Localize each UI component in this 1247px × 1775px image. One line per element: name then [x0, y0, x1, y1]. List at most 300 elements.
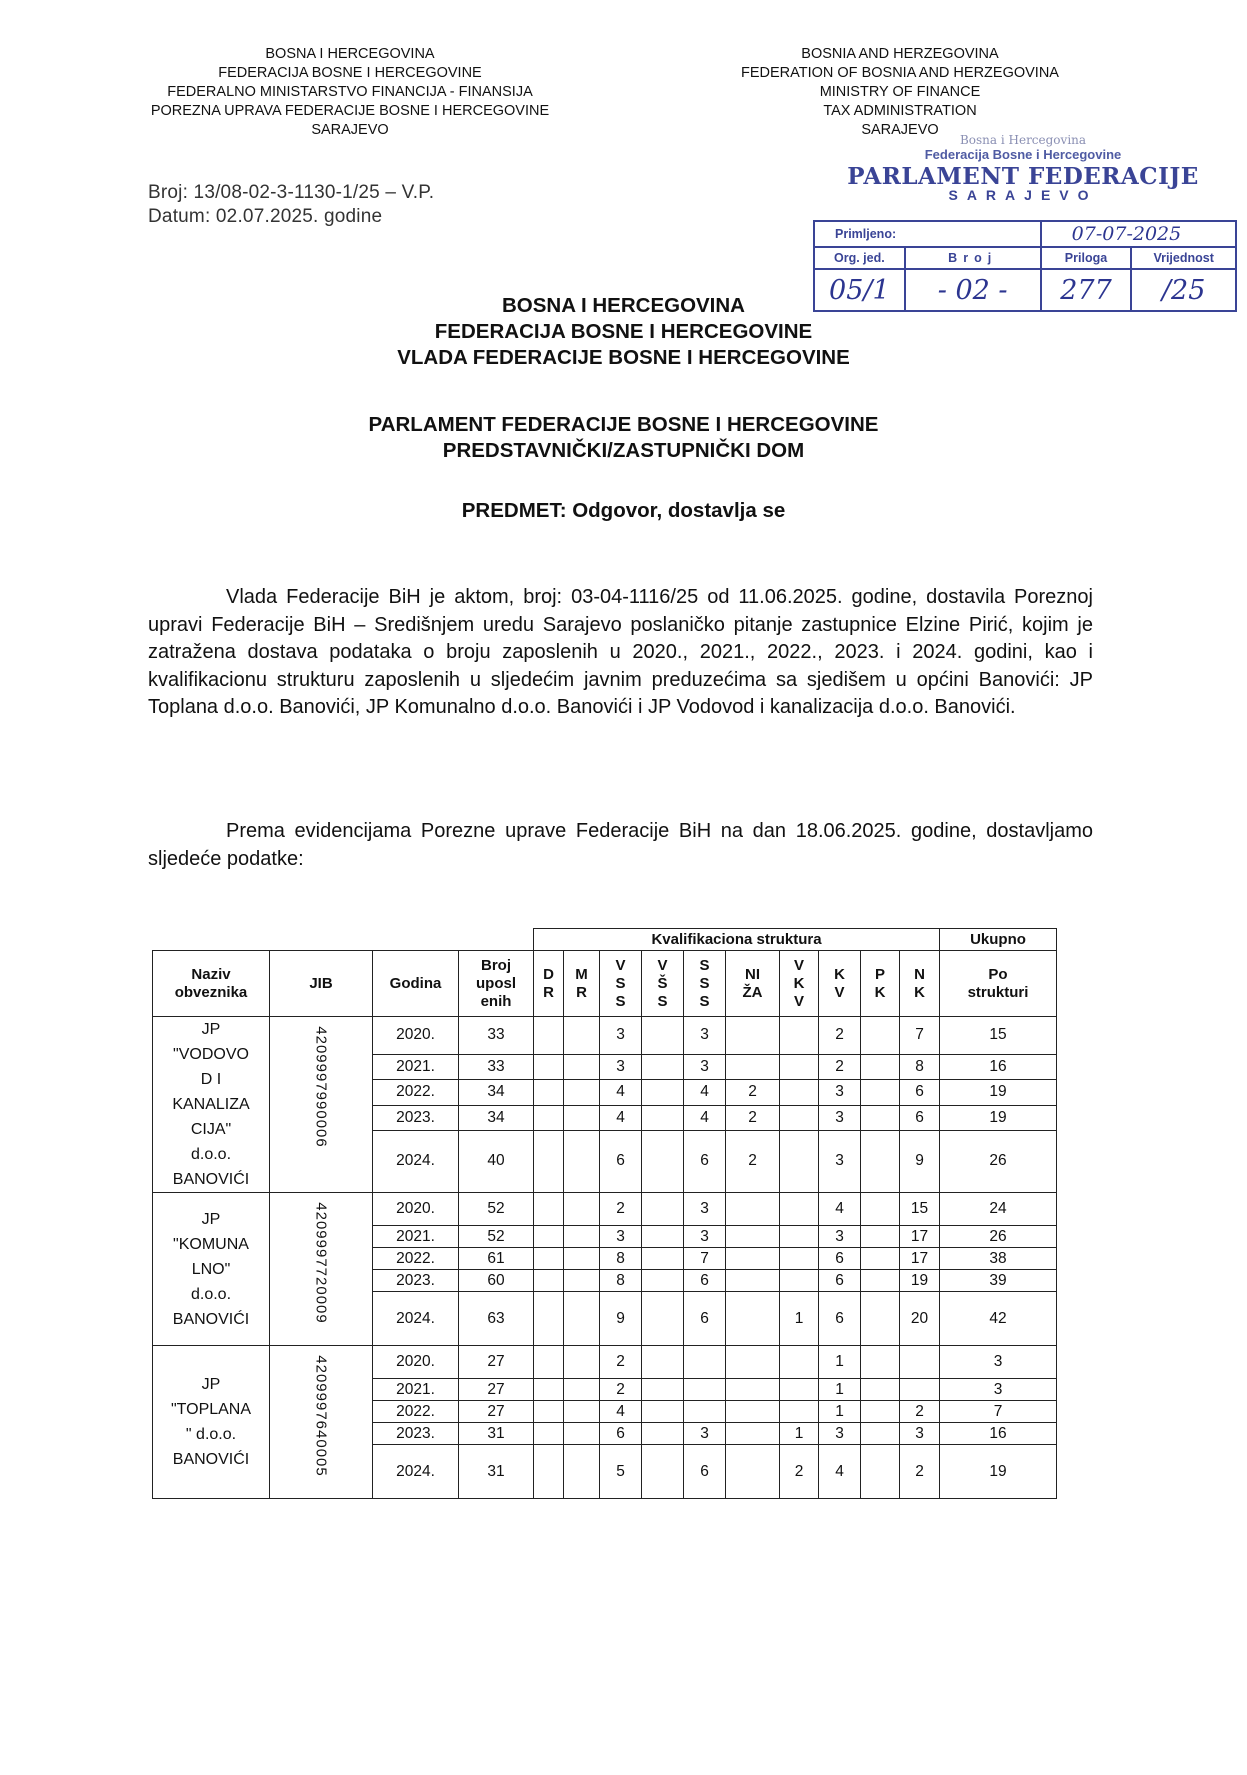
col-header-qualification-part: V	[615, 956, 626, 974]
stamp-line-3: PARLAMENT FEDERACIJE	[847, 163, 1199, 190]
header-line: FEDERATION OF BOSNIA AND HERZEGOVINA	[741, 65, 1059, 81]
col-header-qualification-part: K	[914, 983, 925, 1001]
qualification-cell: 6	[819, 1270, 861, 1292]
company-name-part: d.o.o.	[190, 1146, 232, 1163]
year-cell: 2023.	[373, 1105, 459, 1130]
employees-cell: 34	[459, 1080, 534, 1105]
issuer-header-english	[690, 45, 1110, 140]
total-cell: 16	[940, 1054, 1057, 1079]
stamp-received-date: 07-07-2025	[1041, 221, 1236, 247]
col-header-qualification-part: ŽA	[742, 983, 763, 1001]
employees-cell: 60	[459, 1270, 534, 1292]
col-header-qualification-part: V	[657, 956, 668, 974]
qualification-cell	[861, 1017, 900, 1055]
year-cell: 2021.	[373, 1379, 459, 1401]
stamp-line-4: SARAJEVO	[948, 187, 1098, 203]
qualification-cell: 2	[600, 1193, 642, 1226]
total-cell: 3	[940, 1379, 1057, 1401]
qualification-cell	[534, 1423, 564, 1445]
col-header-qualification-part: S	[699, 992, 710, 1010]
total-cell: 26	[940, 1130, 1057, 1192]
qualification-cell: 6	[819, 1248, 861, 1270]
employees-cell: 33	[459, 1017, 534, 1055]
qualification-cell: 3	[684, 1054, 726, 1079]
qualification-cell	[726, 1270, 780, 1292]
company-name-part: D I	[200, 1071, 222, 1088]
qualification-cell: 3	[819, 1423, 861, 1445]
recipient-line: FEDERACIJA BOSNE I HERCEGOVINE	[434, 320, 813, 343]
qualification-cell: 6	[684, 1130, 726, 1192]
total-cell: 39	[940, 1270, 1057, 1292]
company-name-part: CIJA"	[190, 1121, 232, 1138]
qualification-cell	[642, 1226, 684, 1248]
employees-cell: 52	[459, 1193, 534, 1226]
qualification-cell: 9	[600, 1292, 642, 1346]
qualification-cell: 6	[900, 1105, 940, 1130]
qualification-cell: 4	[684, 1080, 726, 1105]
qualification-cell	[861, 1346, 900, 1379]
qualification-cell: 4	[684, 1105, 726, 1130]
stamp-col-header: Broj	[905, 247, 1041, 269]
qualification-cell	[564, 1346, 600, 1379]
qualification-cell: 7	[684, 1248, 726, 1270]
year-cell: 2022.	[373, 1080, 459, 1105]
qualification-cell	[780, 1193, 819, 1226]
total-cell: 15	[940, 1017, 1057, 1055]
employees-cell: 31	[459, 1423, 534, 1445]
col-header-qualification	[684, 951, 726, 1017]
qualification-cell: 15	[900, 1193, 940, 1226]
qualification-cell: 17	[900, 1226, 940, 1248]
qualification-cell: 3	[900, 1423, 940, 1445]
qualification-cell	[534, 1379, 564, 1401]
header-line: SARAJEVO	[311, 122, 389, 138]
qualification-cell	[564, 1445, 600, 1499]
col-header-jib: JIB	[270, 951, 373, 1017]
col-header-qualification-part: S	[699, 956, 710, 974]
company-jib	[270, 1017, 373, 1193]
qualification-cell: 1	[819, 1401, 861, 1423]
qualification-cell: 3	[819, 1226, 861, 1248]
company-name-part: d.o.o.	[190, 1285, 232, 1303]
qualification-cell: 3	[600, 1226, 642, 1248]
qualification-cell: 4	[600, 1401, 642, 1423]
qualification-cell	[534, 1248, 564, 1270]
col-header-broj-part: Broj	[481, 956, 511, 974]
qualification-cell: 9	[900, 1130, 940, 1192]
employees-cell: 27	[459, 1379, 534, 1401]
document-number: Broj: 13/08-02-3-1130-1/25 – V.P.	[148, 182, 435, 203]
total-cell: 7	[940, 1401, 1057, 1423]
col-header-qualification-part: P	[874, 965, 885, 983]
qualification-cell: 6	[684, 1292, 726, 1346]
col-header-qualification-part: S	[615, 992, 626, 1010]
qualification-cell: 2	[726, 1105, 780, 1130]
qualification-cell	[534, 1401, 564, 1423]
col-header-qualification	[819, 951, 861, 1017]
qualification-cell	[564, 1017, 600, 1055]
col-header-qualification-part: R	[543, 983, 554, 1001]
qualification-cell	[642, 1193, 684, 1226]
col-header-qualification	[642, 951, 684, 1017]
company-name-part: LNO"	[191, 1260, 231, 1278]
qualification-cell	[534, 1054, 564, 1079]
qualification-cell	[642, 1292, 684, 1346]
total-cell: 19	[940, 1080, 1057, 1105]
col-header-total	[940, 951, 1057, 1017]
col-header-total-part: strukturi	[967, 983, 1029, 1001]
qualification-cell	[861, 1054, 900, 1079]
col-header-qualification-part: S	[657, 992, 668, 1010]
qualification-cell	[534, 1130, 564, 1192]
total-cell: 19	[940, 1445, 1057, 1499]
total-cell: 19	[940, 1105, 1057, 1130]
qualification-cell	[780, 1130, 819, 1192]
company-name	[153, 1017, 270, 1193]
qualification-cell	[726, 1292, 780, 1346]
year-cell: 2020.	[373, 1346, 459, 1379]
qualification-cell: 3	[684, 1017, 726, 1055]
employees-cell: 52	[459, 1226, 534, 1248]
recipient-line: BOSNA I HERCEGOVINA	[502, 294, 745, 317]
table-row	[153, 1017, 1057, 1055]
qualification-cell	[642, 1248, 684, 1270]
jib-value: 4209997720009	[312, 1202, 330, 1324]
header-line: SARAJEVO	[861, 122, 939, 138]
col-header-qualification	[780, 951, 819, 1017]
stamp-value: /25	[1131, 269, 1236, 311]
qualification-cell	[534, 1017, 564, 1055]
qualification-cell: 2	[819, 1054, 861, 1079]
qualification-cell	[900, 1379, 940, 1401]
paragraph-text: Vlada Federacije BiH je aktom, broj: 03-04-1116/25 od 11.06.2025. godine, dostavila Poreznoj upravi Federacije BiH – Središnjem uredu Sarajevo poslaničko pitanje zastupnice Elzine Pirić, kojim je zatražena dostava podataka o broju zaposlenih u 2020., 2021., 2022., 2023. i 2024. godini, kao i kvalifikacionu strukturu zaposlenih u sljedećim javnim preduzećima sa sjedišem u općini Banovići: JP Toplana d.o.o. Banovići, JP Komunalno d.o.o. Banovići i JP Vodovod i kanalizacija d.o.o. Banovići.	[148, 586, 1093, 718]
qualification-cell: 3	[819, 1105, 861, 1130]
qualification-cell: 20	[900, 1292, 940, 1346]
qualification-cell	[726, 1401, 780, 1423]
col-header-qualification	[861, 951, 900, 1017]
col-header-qualification	[900, 951, 940, 1017]
qualification-cell: 3	[600, 1054, 642, 1079]
qualification-cell	[534, 1226, 564, 1248]
qualification-cell	[684, 1401, 726, 1423]
year-cell: 2022.	[373, 1401, 459, 1423]
company-name	[153, 1193, 270, 1346]
qualification-cell	[642, 1445, 684, 1499]
qualification-cell: 6	[684, 1445, 726, 1499]
stamp-received-label: Primljeno:	[814, 221, 1041, 247]
qualification-cell: 3	[684, 1193, 726, 1226]
qualification-cell	[780, 1346, 819, 1379]
year-cell: 2024.	[373, 1292, 459, 1346]
company-name-part: JP	[201, 1376, 221, 1393]
table-row	[153, 1193, 1057, 1226]
qualification-cell	[861, 1379, 900, 1401]
jib-value: 4209997990006	[312, 1026, 330, 1148]
total-cell: 16	[940, 1423, 1057, 1445]
qualification-cell	[564, 1248, 600, 1270]
qualification-cell	[861, 1226, 900, 1248]
qualification-cell	[564, 1401, 600, 1423]
qualification-cell	[780, 1080, 819, 1105]
year-cell: 2023.	[373, 1423, 459, 1445]
col-header-broj	[459, 951, 534, 1017]
col-header-total-part: Po	[988, 965, 1008, 983]
qualification-cell: 1	[819, 1379, 861, 1401]
company-jib	[270, 1193, 373, 1346]
qualification-cell	[564, 1105, 600, 1130]
qualification-cell	[534, 1346, 564, 1379]
recipient-line: PREDSTAVNIČKI/ZASTUPNIČKI DOM	[442, 439, 805, 462]
col-header-qualification-part: V	[834, 983, 845, 1001]
qualification-cell	[534, 1080, 564, 1105]
col-header-qualification	[564, 951, 600, 1017]
subject-line: PREDMET: Odgovor, dostavlja se	[461, 499, 786, 522]
col-header-qualification-part: D	[543, 965, 554, 983]
document-date: Datum: 02.07.2025. godine	[148, 206, 383, 227]
qualification-cell	[780, 1270, 819, 1292]
stamp-line-2: Federacija Bosne i Hercegovine	[924, 147, 1122, 162]
col-header-qualification-part: S	[615, 974, 626, 992]
qualification-cell	[726, 1445, 780, 1499]
qualification-cell: 6	[819, 1292, 861, 1346]
year-cell: 2023.	[373, 1270, 459, 1292]
qualification-cell	[684, 1346, 726, 1379]
year-cell: 2024.	[373, 1130, 459, 1192]
qualification-cell: 3	[819, 1080, 861, 1105]
qualification-cell	[642, 1105, 684, 1130]
qualification-cell	[534, 1292, 564, 1346]
year-cell: 2024.	[373, 1445, 459, 1499]
qualification-cell	[642, 1130, 684, 1192]
header-line: FEDERACIJA BOSNE I HERCEGOVINE	[218, 65, 482, 81]
col-header-qualification-part: K	[793, 974, 805, 992]
recipient-line: PARLAMENT FEDERACIJE BOSNE I HERCEGOVINE	[368, 413, 879, 436]
company-name	[153, 1346, 270, 1499]
qualification-cell	[726, 1423, 780, 1445]
company-name-part: JP	[201, 1210, 221, 1228]
qualification-cell	[780, 1401, 819, 1423]
recipient-line: VLADA FEDERACIJE BOSNE I HERCEGOVINE	[397, 346, 850, 369]
year-cell: 2021.	[373, 1054, 459, 1079]
qualification-cell: 2	[900, 1445, 940, 1499]
qualification-cell	[642, 1423, 684, 1445]
total-cell: 38	[940, 1248, 1057, 1270]
qualification-cell: 4	[600, 1105, 642, 1130]
qualification-cell	[861, 1193, 900, 1226]
qualification-cell	[726, 1054, 780, 1079]
col-header-qualification-part: M	[575, 965, 588, 983]
company-name-part: JP	[201, 1021, 221, 1038]
qualification-cell: 1	[819, 1346, 861, 1379]
qualification-cell: 17	[900, 1248, 940, 1270]
table-header-blank	[153, 929, 534, 951]
col-header-qualification-part: K	[834, 965, 845, 983]
company-jib	[270, 1346, 373, 1499]
company-name-part: BANOVIĆI	[172, 1451, 250, 1468]
qualification-cell: 2	[780, 1445, 819, 1499]
qualification-cell	[642, 1379, 684, 1401]
recipient-block	[0, 293, 1247, 371]
col-header-broj-part: enih	[480, 992, 512, 1010]
employees-cell: 27	[459, 1346, 534, 1379]
qualification-cell	[564, 1130, 600, 1192]
qualification-cell: 2	[600, 1379, 642, 1401]
col-header-naziv-part: Naziv	[191, 965, 231, 983]
col-header-qualification-part: N	[914, 965, 925, 983]
qualification-cell: 4	[600, 1080, 642, 1105]
qualification-cell	[564, 1080, 600, 1105]
qualification-cell	[861, 1248, 900, 1270]
qualification-cell	[861, 1080, 900, 1105]
col-header-broj-part: uposl	[476, 974, 516, 992]
total-group-header: Ukupno	[940, 929, 1057, 951]
table-row	[153, 1346, 1057, 1379]
qualification-cell	[642, 1080, 684, 1105]
qualification-cell	[534, 1445, 564, 1499]
qualification-cell	[534, 1193, 564, 1226]
qualification-cell	[780, 1248, 819, 1270]
qualification-cell: 2	[726, 1130, 780, 1192]
qualification-cell: 19	[900, 1270, 940, 1292]
qualification-cell: 4	[819, 1445, 861, 1499]
qualification-cell: 2	[900, 1401, 940, 1423]
col-header-qualification-part: S	[699, 974, 710, 992]
col-header-qualification	[600, 951, 642, 1017]
col-header-qualification-part: K	[874, 983, 886, 1001]
col-header-qualification	[534, 951, 564, 1017]
qualification-cell	[564, 1292, 600, 1346]
qualification-cell	[861, 1401, 900, 1423]
company-name-part: BANOVIĆI	[172, 1171, 250, 1188]
year-cell: 2020.	[373, 1017, 459, 1055]
qualification-cell	[900, 1346, 940, 1379]
qualification-cell: 7	[900, 1017, 940, 1055]
qualification-cell	[726, 1346, 780, 1379]
company-name-part: " d.o.o.	[185, 1426, 237, 1443]
qualification-cell: 1	[780, 1423, 819, 1445]
qualification-cell: 8	[900, 1054, 940, 1079]
year-cell: 2022.	[373, 1248, 459, 1270]
qualification-cell	[564, 1379, 600, 1401]
jib-value: 4209997640005	[312, 1355, 330, 1477]
stamp-col-header: Priloga	[1041, 247, 1132, 269]
qualification-cell	[642, 1017, 684, 1055]
qualification-cell: 2	[600, 1346, 642, 1379]
header-line: MINISTRY OF FINANCE	[819, 84, 981, 100]
col-header-naziv-part: obveznika	[174, 983, 248, 1001]
employees-table	[152, 928, 1057, 1499]
qualification-cell: 2	[819, 1017, 861, 1055]
company-name-part: BANOVIĆI	[172, 1310, 250, 1328]
qualification-cell	[564, 1226, 600, 1248]
col-header-qualification-part: Š	[657, 974, 668, 992]
employees-cell: 27	[459, 1401, 534, 1423]
employees-cell: 34	[459, 1105, 534, 1130]
stamp-col-header: Org. jed.	[814, 247, 905, 269]
qualification-cell	[861, 1105, 900, 1130]
qualification-group-header: Kvalifikaciona struktura	[534, 929, 940, 951]
qualification-cell	[642, 1054, 684, 1079]
qualification-cell	[861, 1445, 900, 1499]
qualification-cell	[861, 1423, 900, 1445]
qualification-cell: 3	[684, 1423, 726, 1445]
qualification-cell	[642, 1401, 684, 1423]
qualification-cell	[780, 1379, 819, 1401]
qualification-cell: 6	[684, 1270, 726, 1292]
qualification-cell: 6	[600, 1130, 642, 1192]
qualification-cell: 8	[600, 1248, 642, 1270]
employees-cell: 40	[459, 1130, 534, 1192]
qualification-cell: 2	[726, 1080, 780, 1105]
qualification-cell	[726, 1226, 780, 1248]
company-name-part: KANALIZA	[172, 1096, 250, 1113]
qualification-cell	[780, 1226, 819, 1248]
qualification-cell: 3	[600, 1017, 642, 1055]
employees-cell: 33	[459, 1054, 534, 1079]
qualification-cell	[564, 1423, 600, 1445]
header-line: BOSNIA AND HERZEGOVINA	[801, 46, 999, 62]
qualification-cell: 3	[684, 1226, 726, 1248]
col-header-godina: Godina	[373, 951, 459, 1017]
body-paragraph-2	[148, 818, 1093, 873]
qualification-cell: 3	[819, 1130, 861, 1192]
col-header-qualification-part: R	[576, 983, 587, 1001]
header-line: POREZNA UPRAVA FEDERACIJE BOSNE I HERCEGOVINE	[150, 103, 550, 119]
col-header-qualification-part: V	[793, 956, 804, 974]
total-cell: 24	[940, 1193, 1057, 1226]
header-line: FEDERALNO MINISTARSTVO FINANCIJA - FINANSIJA	[167, 84, 533, 100]
header-line: TAX ADMINISTRATION	[823, 103, 977, 119]
qualification-cell	[861, 1292, 900, 1346]
qualification-cell	[780, 1105, 819, 1130]
qualification-cell	[564, 1054, 600, 1079]
col-header-qualification	[726, 951, 780, 1017]
employees-cell: 31	[459, 1445, 534, 1499]
qualification-cell	[726, 1193, 780, 1226]
col-header-naziv	[153, 951, 270, 1017]
qualification-cell	[564, 1270, 600, 1292]
total-cell: 42	[940, 1292, 1057, 1346]
qualification-cell	[861, 1270, 900, 1292]
company-name-part: "KOMUNA	[173, 1235, 249, 1253]
qualification-cell: 6	[900, 1080, 940, 1105]
stamp-line-1: Bosna i Hercegovina	[959, 133, 1087, 147]
issuer-header	[100, 45, 600, 140]
stamp-value: - 02 -	[905, 269, 1041, 311]
total-cell: 3	[940, 1346, 1057, 1379]
qualification-cell	[726, 1017, 780, 1055]
employees-cell: 63	[459, 1292, 534, 1346]
qualification-cell: 5	[600, 1445, 642, 1499]
company-name-part: "VODOVO	[173, 1046, 249, 1063]
qualification-cell	[726, 1379, 780, 1401]
qualification-cell	[534, 1105, 564, 1130]
stamp-value: 277	[1041, 269, 1132, 311]
qualification-cell	[684, 1379, 726, 1401]
qualification-cell	[642, 1346, 684, 1379]
body-paragraph-1	[148, 584, 1093, 722]
qualification-cell	[861, 1130, 900, 1192]
stamp-col-header: Vrijednost	[1131, 247, 1236, 269]
stamp-value: 05/1	[814, 269, 905, 311]
reception-stamp	[808, 133, 1238, 203]
col-header-qualification-part: NI	[745, 965, 760, 983]
qualification-cell: 8	[600, 1270, 642, 1292]
qualification-cell	[726, 1248, 780, 1270]
qualification-cell	[534, 1270, 564, 1292]
header-line: BOSNA I HERCEGOVINA	[265, 46, 435, 62]
year-cell: 2021.	[373, 1226, 459, 1248]
